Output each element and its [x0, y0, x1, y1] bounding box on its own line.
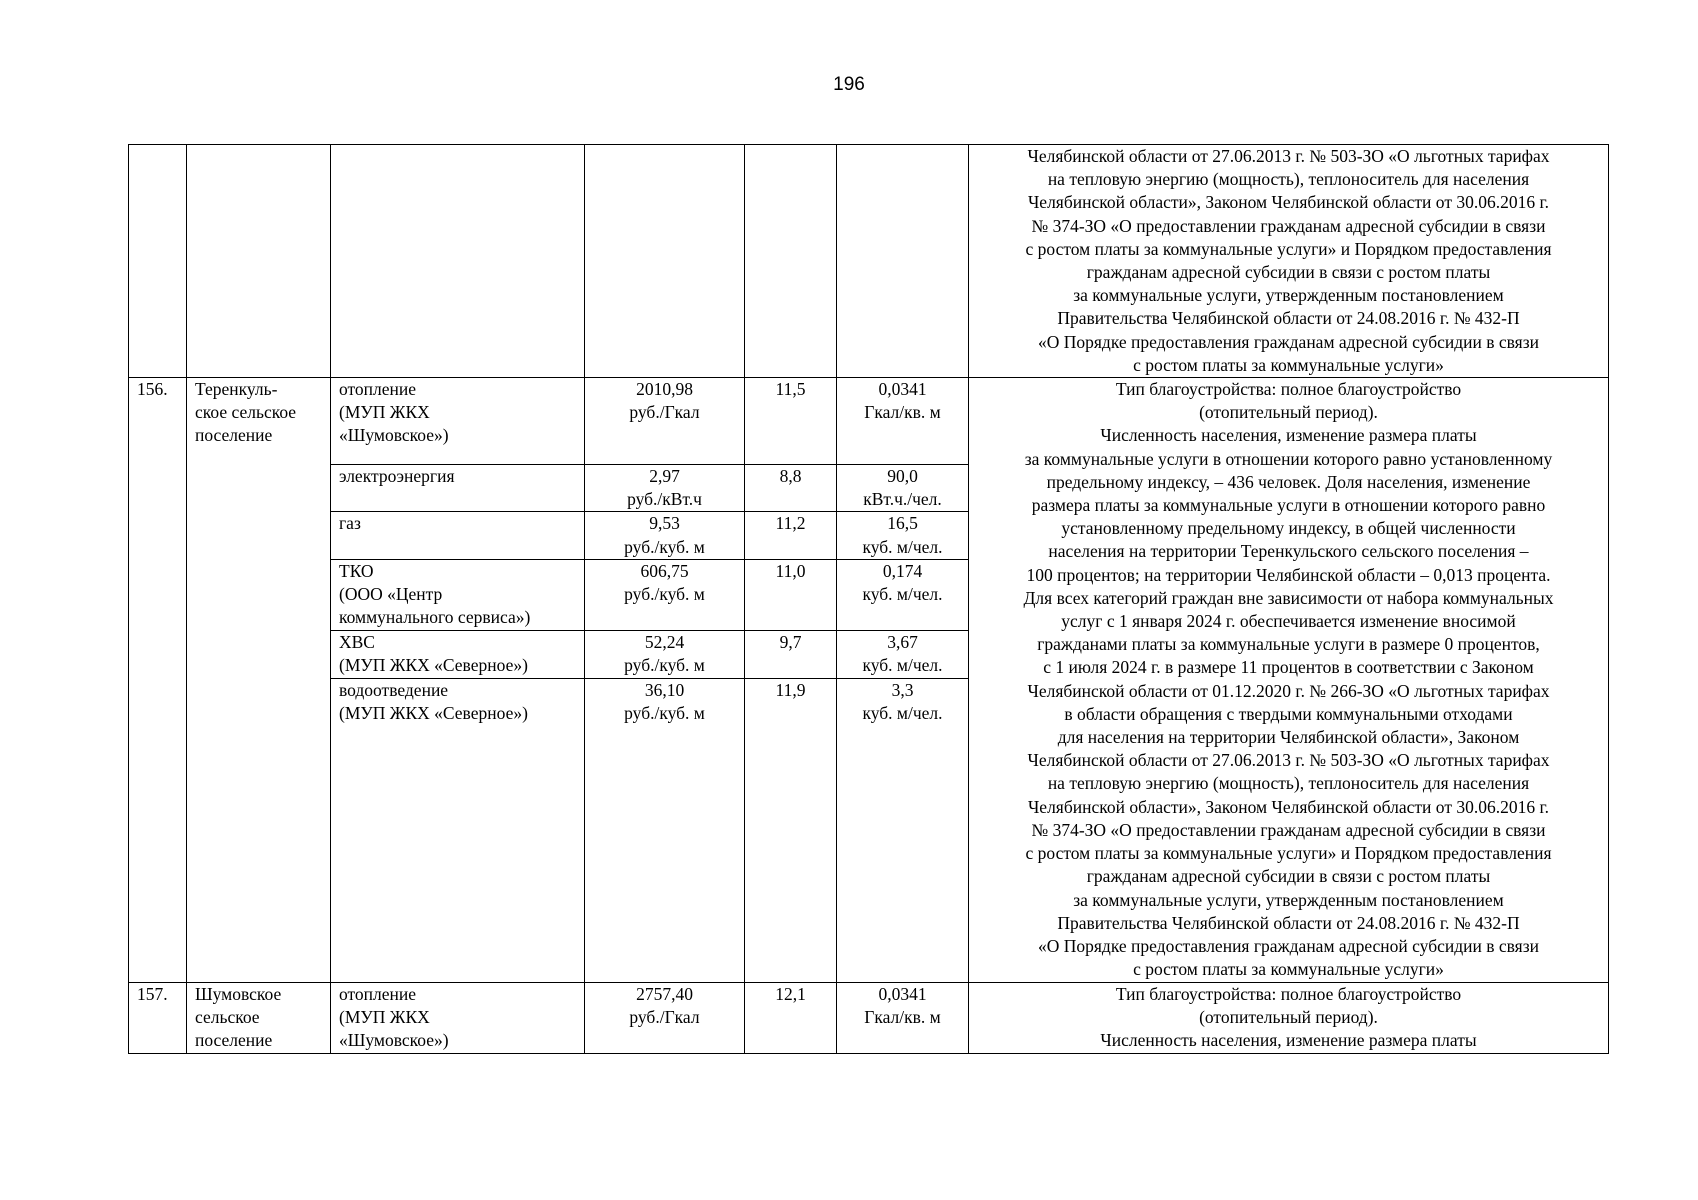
carryover-tariff-cell: [585, 145, 745, 378]
text-line: Челябинской области от 27.06.2013 г. № 503-ЗО «О льготных тарифах: [1027, 750, 1550, 771]
text-line: сельское: [195, 1007, 260, 1028]
tariff-value: [585, 512, 745, 559]
service-name: [331, 982, 585, 1053]
text-line: 0,0341: [878, 379, 927, 400]
carryover-name-cell: [187, 145, 331, 378]
text-line: 2757,40: [636, 983, 693, 1004]
text-line: (отопительный период).: [1199, 1007, 1378, 1028]
text-line: (МУП ЖКХ: [339, 1007, 430, 1028]
text-line: Для всех категорий граждан вне зависимости от набора коммунальных: [1023, 587, 1554, 608]
text-line: Гкал/кв. м: [864, 402, 941, 423]
service-name: [331, 465, 585, 512]
text-line: отопление: [339, 379, 417, 400]
norm-value: [837, 512, 969, 559]
text-line: 3,3: [891, 679, 914, 700]
text-line: размера платы за коммунальные услуги в отношении которого равно: [1031, 495, 1546, 516]
norm-value: [837, 630, 969, 678]
index-value: 8,8: [745, 465, 837, 512]
text-line: услуг с 1 января 2024 г. обеспечивается изменение вносимой: [1061, 611, 1516, 632]
tariff-value: [585, 378, 745, 465]
entry-note: [969, 378, 1609, 983]
text-line: гражданам адресной субсидии в связи с ростом платы: [1086, 262, 1491, 283]
table-row: [129, 982, 1609, 1053]
text-line: гражданам адресной субсидии в связи с ростом платы: [1086, 866, 1491, 887]
text-line: «Шумовское»): [339, 1030, 449, 1051]
text-line: куб. м/чел.: [862, 584, 943, 605]
text-line: предельному индексу, – 436 человек. Доля населения, изменение: [1046, 471, 1531, 492]
text-line: с 1 июля 2024 г. в размере 11 процентов в соответствии с Законом: [1043, 657, 1534, 678]
service-name: [331, 378, 585, 465]
text-line: 0,0341: [878, 983, 927, 1004]
text-line: Челябинской области от 01.12.2020 г. № 266-ЗО «О льготных тарифах: [1027, 680, 1550, 701]
carryover-index-cell: [745, 145, 837, 378]
settlement-name: [187, 378, 331, 983]
text-line: поселение: [195, 425, 273, 446]
text-line: Правительства Челябинской области от 24.08.2016 г. № 432-П: [1057, 912, 1520, 933]
entry-number: 156.: [129, 378, 187, 983]
norm-value: [837, 678, 969, 982]
carryover-number-cell: [129, 145, 187, 378]
text-line: (МУП ЖКХ: [339, 402, 430, 423]
service-name: [331, 630, 585, 678]
text-line: куб. м/чел.: [862, 703, 943, 724]
carryover-norm-cell: [837, 145, 969, 378]
text-line: гражданами платы за коммунальные услуги в размере 0 процентов,: [1037, 634, 1540, 655]
text-line: «Шумовское»): [339, 425, 449, 446]
text-line: Шумовское: [195, 983, 282, 1004]
text-line: кВт.ч./чел.: [863, 489, 942, 510]
text-line: руб./куб. м: [624, 703, 705, 724]
text-line: Численность населения, изменение размера платы: [1100, 425, 1477, 446]
tariff-table: [128, 144, 1609, 1054]
text-line: ское сельское: [195, 402, 297, 423]
index-value: 12,1: [745, 982, 837, 1053]
text-line: «О Порядке предоставления гражданам адресной субсидии в связи: [1037, 331, 1540, 352]
text-line: ТКО: [339, 560, 374, 581]
text-line: за коммунальные услуги, утвержденным постановлением: [1073, 285, 1504, 306]
text-line: руб./куб. м: [624, 584, 705, 605]
text-line: на тепловую энергию (мощность), теплоноситель для населения: [1047, 773, 1530, 794]
text-line: газ: [339, 513, 361, 534]
text-line: руб./кВт.ч: [627, 489, 702, 510]
index-value: 11,9: [745, 678, 837, 982]
text-line: куб. м/чел.: [862, 655, 943, 676]
text-line: на тепловую энергию (мощность), теплоноситель для населения: [1047, 169, 1530, 190]
text-line: с ростом платы за коммунальные услуги» и Порядком предоставления: [1025, 238, 1552, 259]
index-value: 11,0: [745, 559, 837, 630]
service-name: [331, 678, 585, 982]
entry-number: 157.: [129, 982, 187, 1053]
text-line: 90,0: [887, 466, 918, 487]
text-line: установленному предельному индексу, в общей численности: [1061, 518, 1516, 539]
text-line: Численность населения, изменение размера платы: [1100, 1030, 1477, 1051]
text-line: (ООО «Центр: [339, 584, 443, 605]
norm-value: [837, 378, 969, 465]
text-line: с ростом платы за коммунальные услуги»: [1133, 959, 1444, 980]
tariff-table-body: [129, 145, 1609, 1054]
text-line: 16,5: [887, 513, 918, 534]
text-line: в области обращения с твердыми коммунальными отходами: [1064, 703, 1513, 724]
text-line: населения на территории Теренкульского сельского поселения –: [1048, 541, 1529, 562]
text-line: руб./Гкал: [629, 1007, 700, 1028]
norm-value: [837, 982, 969, 1053]
text-line: Тип благоустройства: полное благоустройство: [1115, 983, 1462, 1004]
text-line: «О Порядке предоставления гражданам адресной субсидии в связи: [1037, 935, 1540, 956]
text-line: электроэнергия: [339, 466, 455, 487]
text-line: 100 процентов; на территории Челябинской области – 0,013 процента.: [1026, 564, 1551, 585]
carryover-row: [129, 145, 1609, 378]
carryover-service-cell: [331, 145, 585, 378]
index-value: 9,7: [745, 630, 837, 678]
text-line: отопление: [339, 983, 417, 1004]
text-line: 36,10: [644, 679, 685, 700]
text-line: Тип благоустройства: полное благоустройство: [1115, 379, 1462, 400]
text-line: (МУП ЖКХ «Северное»): [339, 703, 528, 724]
text-line: руб./куб. м: [624, 655, 705, 676]
text-line: 2010,98: [636, 379, 693, 400]
text-line: (отопительный период).: [1199, 402, 1378, 423]
tariff-value: [585, 678, 745, 982]
text-line: 2,97: [649, 466, 680, 487]
text-line: 3,67: [887, 631, 918, 652]
page-number: 196: [833, 74, 865, 95]
text-line: руб./Гкал: [629, 402, 700, 423]
table-row: [129, 378, 1609, 465]
norm-value: [837, 465, 969, 512]
service-name: [331, 559, 585, 630]
index-value: 11,2: [745, 512, 837, 559]
tariff-value: [585, 982, 745, 1053]
text-line: Челябинской области», Законом Челябинской области от 30.06.2016 г.: [1027, 192, 1550, 213]
text-line: № 374-ЗО «О предоставлении гражданам адресной субсидии в связи: [1031, 215, 1546, 236]
text-line: 52,24: [644, 631, 685, 652]
text-line: Правительства Челябинской области от 24.08.2016 г. № 432-П: [1057, 308, 1520, 329]
text-line: куб. м/чел.: [862, 536, 943, 557]
service-name: [331, 512, 585, 559]
tariff-value: [585, 559, 745, 630]
text-line: ХВС: [339, 631, 375, 652]
text-line: водоотведение: [339, 679, 449, 700]
norm-value: [837, 559, 969, 630]
text-line: Челябинской области», Законом Челябинской области от 30.06.2016 г.: [1027, 796, 1550, 817]
text-line: для населения на территории Челябинской области», Законом: [1057, 727, 1520, 748]
text-line: Гкал/кв. м: [864, 1007, 941, 1028]
text-line: поселение: [195, 1030, 273, 1051]
tariff-value: [585, 465, 745, 512]
text-line: руб./куб. м: [624, 536, 705, 557]
text-line: за коммунальные услуги, утвержденным постановлением: [1073, 889, 1504, 910]
text-line: коммунального сервиса»): [339, 607, 531, 628]
index-value: 11,5: [745, 378, 837, 465]
settlement-name: [187, 982, 331, 1053]
text-line: с ростом платы за коммунальные услуги» и Порядком предоставления: [1025, 843, 1552, 864]
text-line: № 374-ЗО «О предоставлении гражданам адресной субсидии в связи: [1031, 819, 1546, 840]
text-line: 606,75: [640, 560, 689, 581]
tariff-value: [585, 630, 745, 678]
text-line: (МУП ЖКХ «Северное»): [339, 655, 528, 676]
text-line: 9,53: [649, 513, 680, 534]
text-line: Теренкуль-: [195, 379, 278, 400]
carryover-note-cell: [969, 145, 1609, 378]
text-line: с ростом платы за коммунальные услуги»: [1133, 354, 1444, 375]
entry-note: [969, 982, 1609, 1053]
text-line: за коммунальные услуги в отношении которого равно установленному: [1024, 448, 1553, 469]
text-line: Челябинской области от 27.06.2013 г. № 503-ЗО «О льготных тарифах: [1027, 146, 1550, 166]
text-line: 0,174: [882, 560, 923, 581]
